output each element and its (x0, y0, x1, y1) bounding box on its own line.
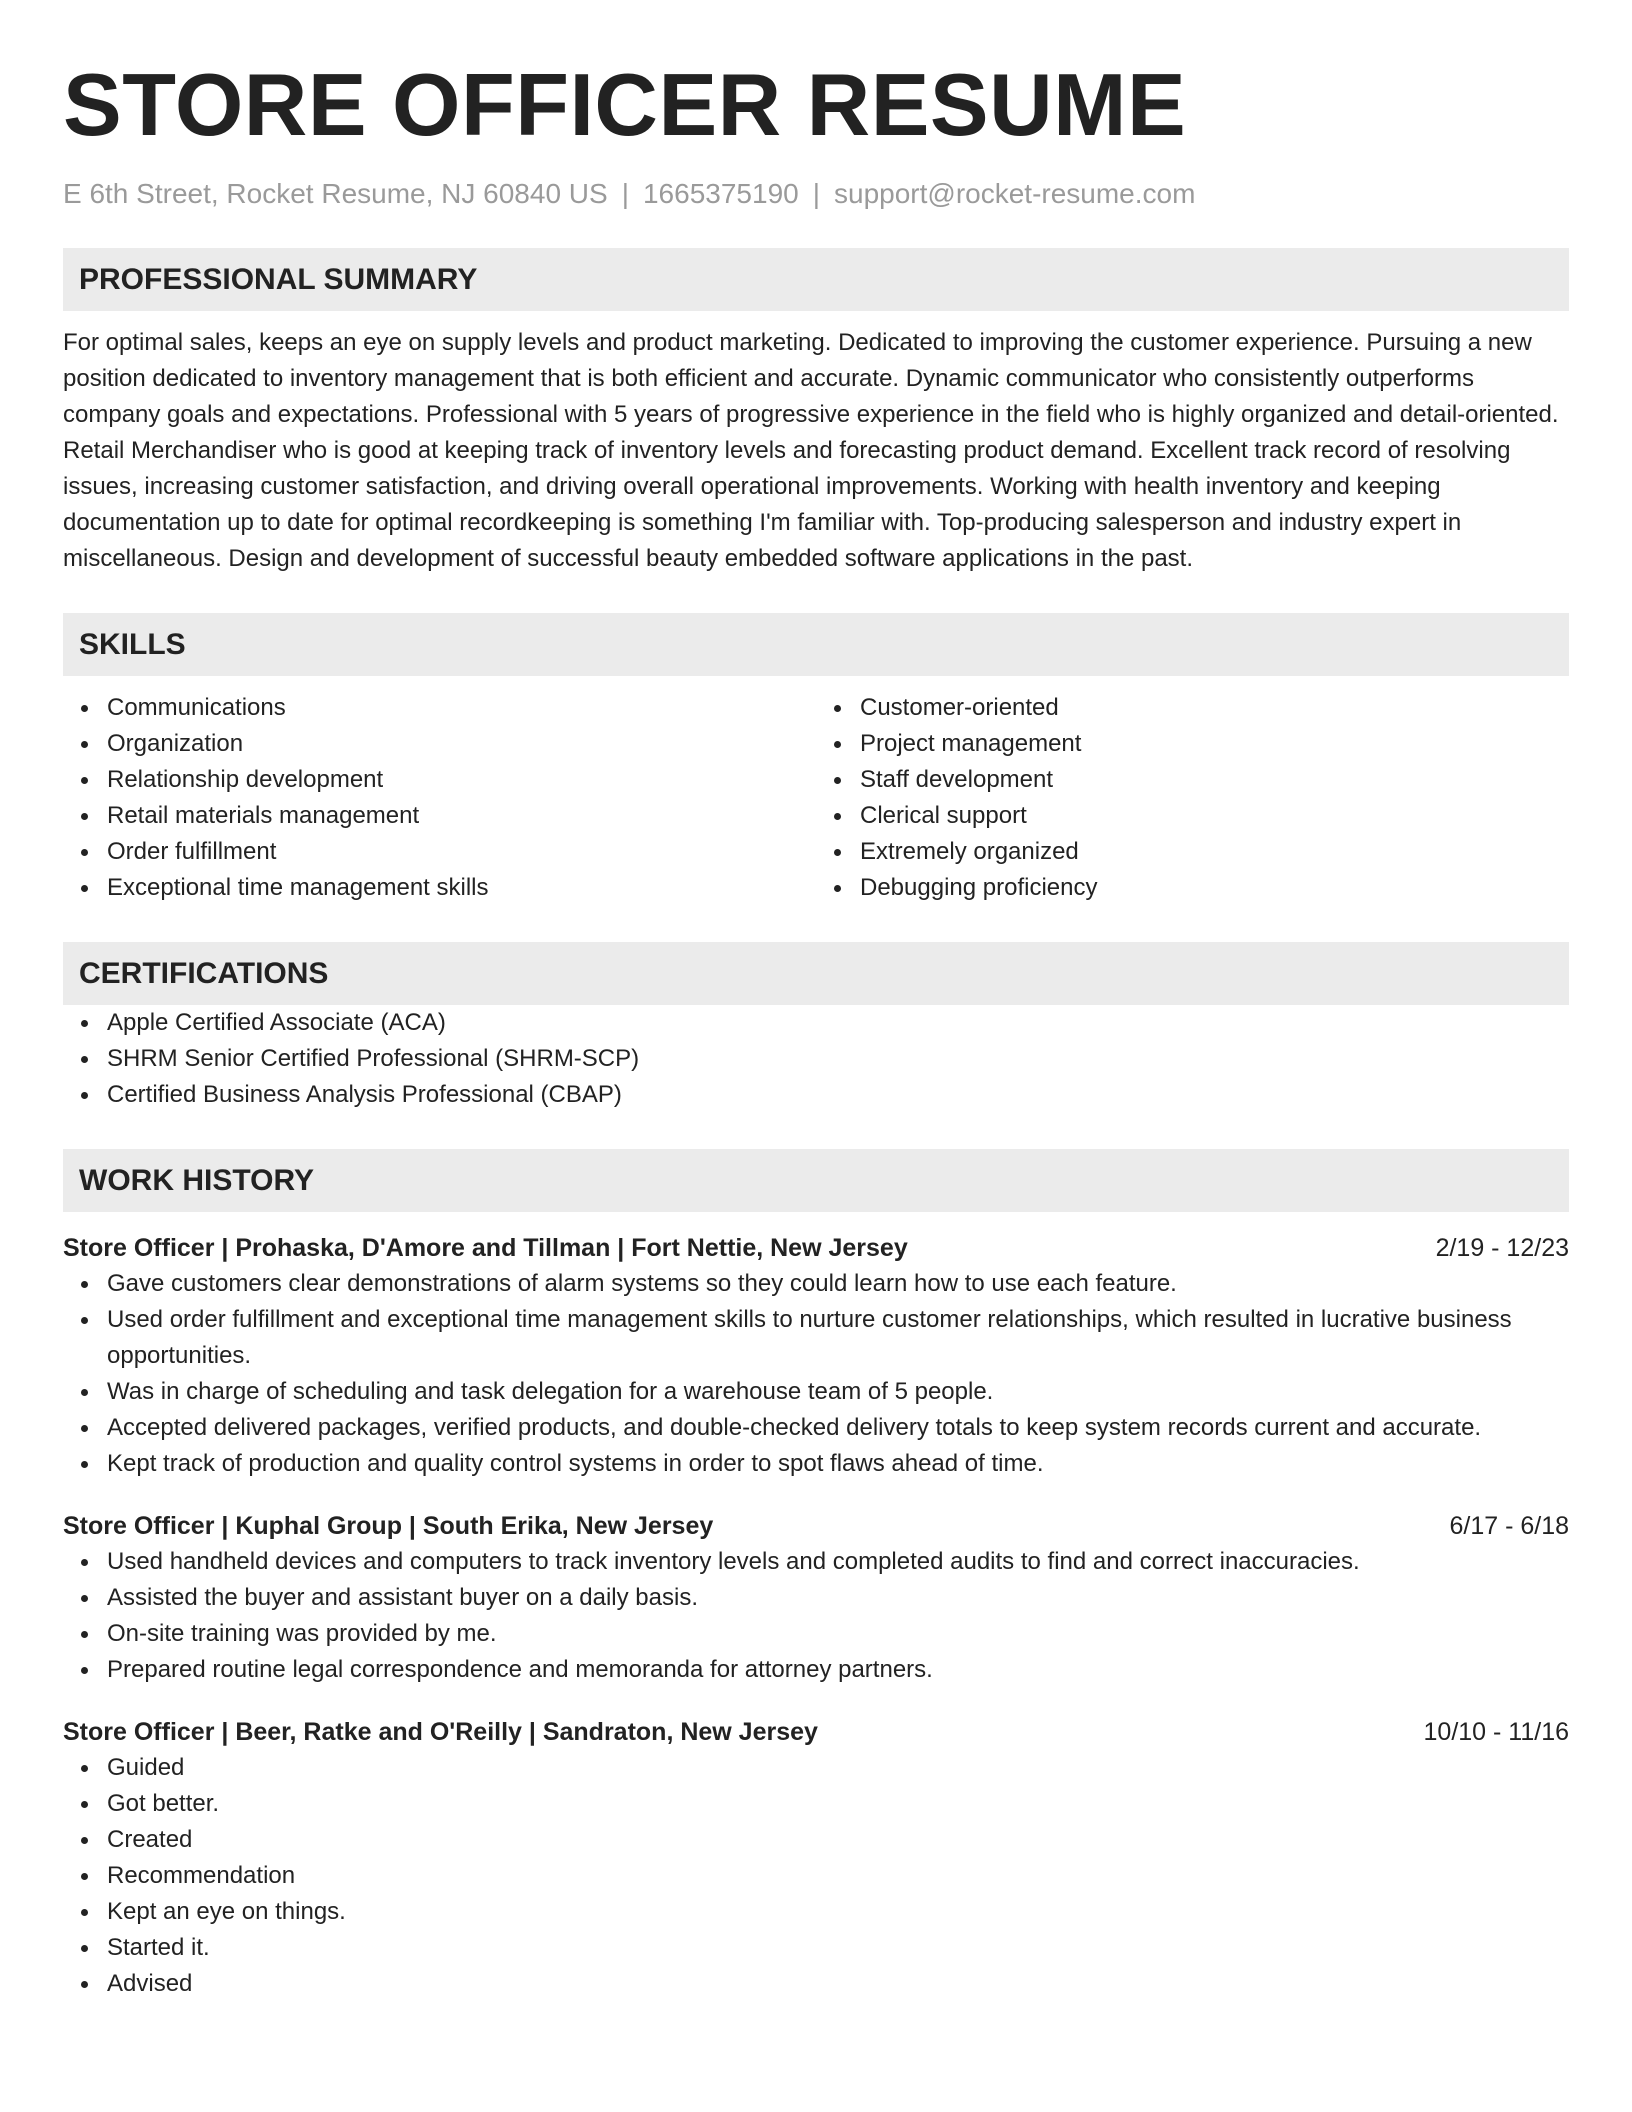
job-header (63, 1230, 1569, 1266)
skill-item: Order fulfillment (107, 834, 816, 870)
job-bullet: Kept an eye on things. (107, 1894, 1569, 1930)
skill-item: Staff development (860, 762, 1569, 798)
job-bullet: Was in charge of scheduling and task delegation for a warehouse team of 5 people. (107, 1374, 1569, 1410)
job-header (63, 1508, 1569, 1544)
job-dates: 10/10 - 11/16 (1423, 1718, 1569, 1746)
skills-section (63, 613, 1569, 906)
summary-section (63, 248, 1569, 577)
certifications-list (63, 1005, 1569, 1113)
skills-heading: SKILLS (63, 613, 1569, 676)
summary-heading: PROFESSIONAL SUMMARY (63, 248, 1569, 311)
certification-item: Certified Business Analysis Professional (CBAP) (107, 1077, 1569, 1113)
skill-item: Exceptional time management skills (107, 870, 816, 906)
job-title: Store Officer | Kuphal Group | South Erika, New Jersey (63, 1512, 714, 1540)
job-bullet: Kept track of production and quality control systems in order to spot flaws ahead of time. (107, 1446, 1569, 1482)
skill-item: Project management (860, 726, 1569, 762)
contact-separator: | (812, 178, 820, 209)
certifications-heading: CERTIFICATIONS (63, 942, 1569, 1005)
job-dates: 2/19 - 12/23 (1435, 1234, 1569, 1262)
skill-item: Debugging proficiency (860, 870, 1569, 906)
contact-line (63, 176, 1569, 212)
skill-item: Customer-oriented (860, 690, 1569, 726)
skill-item: Clerical support (860, 798, 1569, 834)
job-bullet: Assisted the buyer and assistant buyer on a daily basis. (107, 1580, 1569, 1616)
work-history-section (63, 1149, 1569, 2002)
job-bullets (63, 1544, 1569, 1688)
job-bullets (63, 1750, 1569, 2002)
skills-column-left (63, 690, 816, 906)
job-entry (63, 1714, 1569, 2002)
job-header (63, 1714, 1569, 1750)
skill-item: Retail materials management (107, 798, 816, 834)
job-entry (63, 1230, 1569, 1482)
skills-grid (63, 690, 1569, 906)
job-bullet: Got better. (107, 1786, 1569, 1822)
skills-column-right (816, 690, 1569, 906)
job-bullet: Guided (107, 1750, 1569, 1786)
job-bullet: Recommendation (107, 1858, 1569, 1894)
work-history-heading: WORK HISTORY (63, 1149, 1569, 1212)
skills-list-right (816, 690, 1569, 906)
job-bullet: Used handheld devices and computers to track inventory levels and completed audits to find and correct inaccuracies. (107, 1544, 1569, 1580)
job-bullet: Created (107, 1822, 1569, 1858)
skill-item: Organization (107, 726, 816, 762)
resume-title: STORE OFFICER RESUME (63, 55, 1187, 154)
summary-text: For optimal sales, keeps an eye on supply levels and product marketing. Dedicated to improving the customer experience. Pursuing a new position dedicated to inventory management that is both efficient and accurate. Dynamic communicator who consistently outperforms company goals and expectations. Professional with 5 years of progressive experience in the field who is highly organized and detail-oriented. Retail Merchandiser who is good at keeping track of inventory levels and forecasting product demand. Excellent track record of resolving issues, increasing customer satisfaction, and driving overall operational improvements. Working with health inventory and keeping documentation up to date for optimal recordkeeping is something I'm familiar with. Top-producing salesperson and industry expert in miscellaneous. Design and development of successful beauty embedded software applications in the past. (63, 329, 1559, 572)
job-bullet: Started it. (107, 1930, 1569, 1966)
job-entry (63, 1508, 1569, 1688)
certifications-section (63, 942, 1569, 1113)
job-bullet: Accepted delivered packages, verified products, and double-checked delivery totals to keep system records current and accurate. (107, 1410, 1569, 1446)
job-bullet: Advised (107, 1966, 1569, 2002)
skill-item: Relationship development (107, 762, 816, 798)
job-bullet: Prepared routine legal correspondence and memoranda for attorney partners. (107, 1652, 1569, 1688)
skill-item: Extremely organized (860, 834, 1569, 870)
job-bullet: Used order fulfillment and exceptional time management skills to nurture customer relationships, which resulted in lucrative business opportunities. (107, 1302, 1569, 1374)
contact-address: E 6th Street, Rocket Resume, NJ 60840 US (63, 178, 608, 209)
job-bullet: On-site training was provided by me. (107, 1616, 1569, 1652)
job-dates: 6/17 - 6/18 (1449, 1512, 1569, 1540)
skills-list-left (63, 690, 816, 906)
job-bullets (63, 1266, 1569, 1482)
job-title: Store Officer | Beer, Ratke and O'Reilly | Sandraton, New Jersey (63, 1718, 818, 1746)
job-bullet: Gave customers clear demonstrations of alarm systems so they could learn how to use each feature. (107, 1266, 1569, 1302)
contact-phone: 1665375190 (642, 178, 799, 209)
certification-item: SHRM Senior Certified Professional (SHRM-SCP) (107, 1041, 1569, 1077)
skill-item: Communications (107, 690, 816, 726)
job-title: Store Officer | Prohaska, D'Amore and Tillman | Fort Nettie, New Jersey (63, 1234, 908, 1262)
contact-email: support@rocket-resume.com (834, 178, 1196, 209)
certification-item: Apple Certified Associate (ACA) (107, 1005, 1569, 1041)
contact-separator: | (621, 178, 629, 209)
